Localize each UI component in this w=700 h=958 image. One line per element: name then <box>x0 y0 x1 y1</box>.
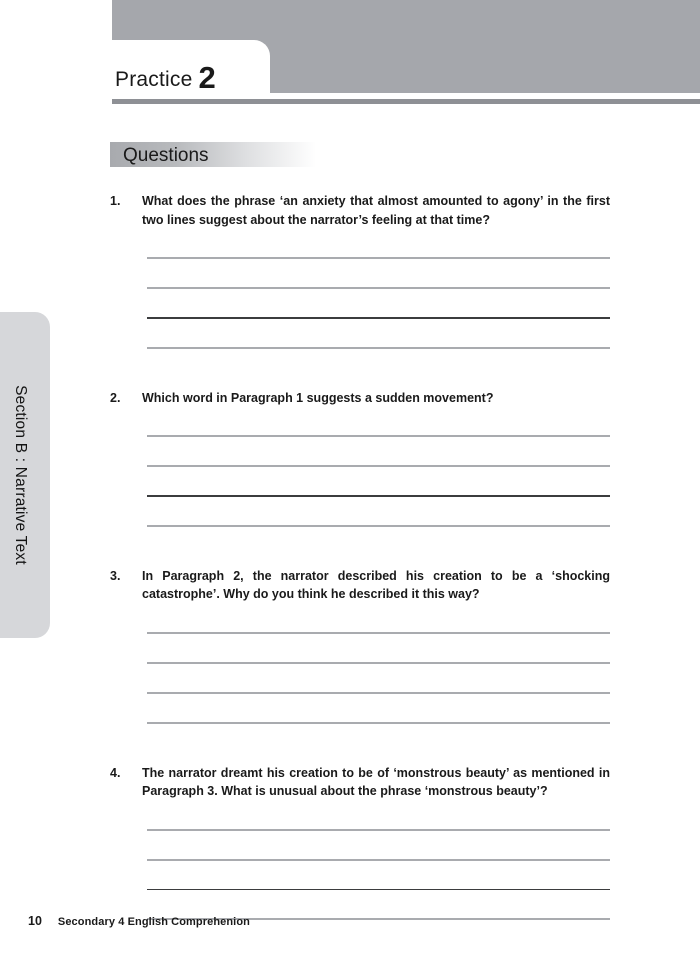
answer-lines <box>147 435 610 527</box>
questions-list <box>0 192 700 920</box>
answer-line[interactable] <box>147 829 610 831</box>
questions-heading-label: Questions <box>123 145 209 166</box>
answer-lines <box>147 632 610 724</box>
answer-line[interactable] <box>147 257 610 259</box>
header-divider-rule <box>112 99 700 104</box>
question-block <box>0 764 700 921</box>
page-header <box>0 0 700 110</box>
answer-line[interactable] <box>147 435 610 437</box>
footer-book-title: Secondary 4 English Comprehenion <box>57 916 250 928</box>
practice-title <box>115 62 216 93</box>
practice-title-word: Practice <box>115 68 193 91</box>
answer-line[interactable] <box>147 495 610 497</box>
answer-line[interactable] <box>147 692 610 694</box>
question-number: 3. <box>110 568 121 583</box>
question-header <box>0 192 700 229</box>
answer-lines <box>147 829 610 921</box>
question-block <box>0 192 700 349</box>
answer-line[interactable] <box>147 465 610 467</box>
question-number: 1. <box>110 194 121 208</box>
question-text: What does the phrase ‘an anxiety that almost amounted to agony’ in the first two lines suggest about the narrator’s feeling at that time? <box>142 194 610 227</box>
answer-line[interactable] <box>147 287 610 289</box>
answer-lines <box>147 257 610 349</box>
question-header <box>0 389 700 408</box>
question-header <box>0 764 700 801</box>
answer-line[interactable] <box>147 859 610 861</box>
answer-line[interactable] <box>147 889 610 891</box>
section-side-tab-label: Section B : Narrative Text <box>12 385 29 565</box>
question-number: 4. <box>110 765 121 780</box>
question-block <box>0 567 700 724</box>
question-number: 2. <box>110 390 121 405</box>
answer-line[interactable] <box>147 347 610 349</box>
practice-number: 2 <box>198 60 216 95</box>
page-footer <box>28 914 250 928</box>
answer-line[interactable] <box>147 317 610 319</box>
question-text: In Paragraph 2, the narrator described his creation to be a ‘shocking catastrophe’. Why do you think he described it this way? <box>142 568 610 601</box>
question-text: Which word in Paragraph 1 suggests a sudden movement? <box>142 390 494 405</box>
answer-line[interactable] <box>147 632 610 634</box>
answer-line[interactable] <box>147 525 610 527</box>
question-header <box>0 567 700 604</box>
question-block <box>0 389 700 527</box>
footer-page-number: 10 <box>28 914 42 928</box>
question-text: The narrator dreamt his creation to be of ‘monstrous beauty’ as mentioned in Paragraph 3. What is unusual about the phrase ‘monstrous beauty’? <box>142 765 610 798</box>
answer-line[interactable] <box>147 722 610 724</box>
answer-line[interactable] <box>147 662 610 664</box>
